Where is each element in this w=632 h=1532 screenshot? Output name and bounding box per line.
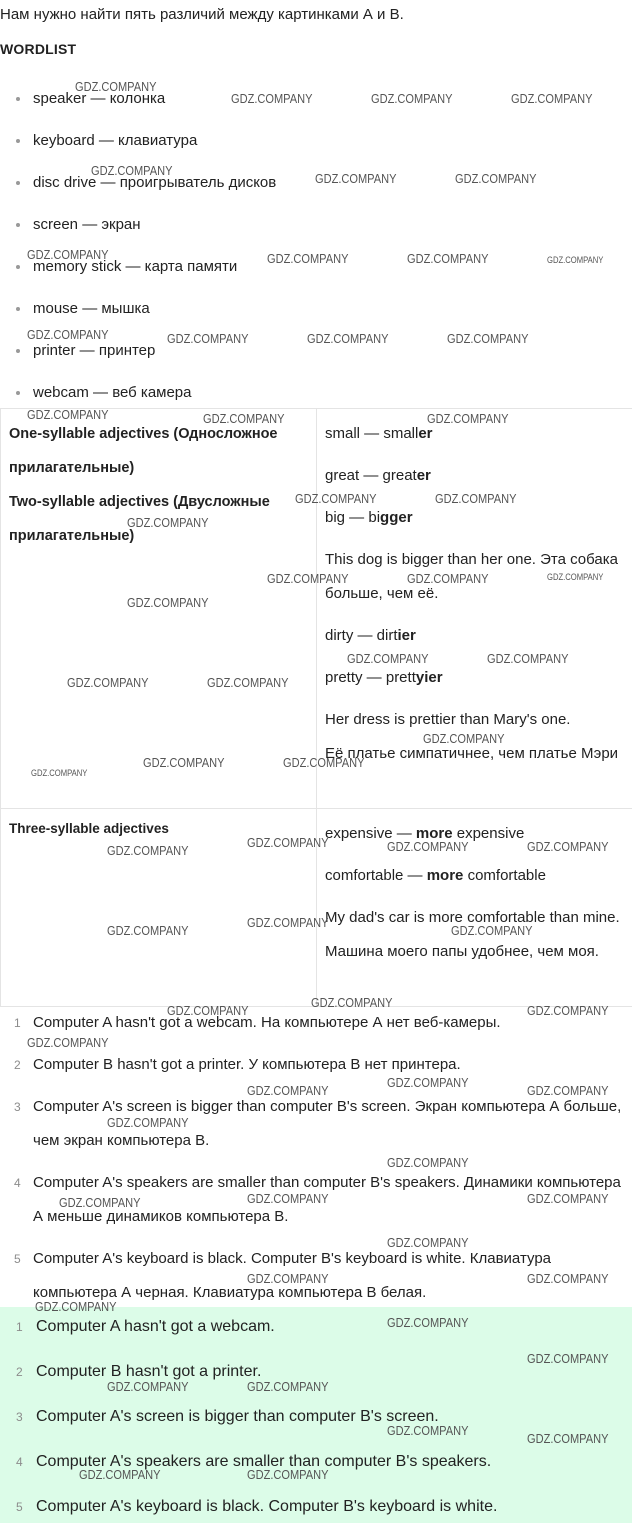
watermark: GDZ.COMPANY xyxy=(527,1271,608,1286)
watermark: GDZ.COMPANY xyxy=(127,595,208,610)
watermark: GDZ.COMPANY xyxy=(247,915,328,930)
watermark: GDZ.COMPANY xyxy=(247,1379,328,1394)
example-prettier-en: Her dress is prettier than Mary's one. xyxy=(325,703,625,737)
watermark: GDZ.COMPANY xyxy=(307,331,388,346)
watermark: GDZ.COMPANY xyxy=(27,327,108,342)
watermark: GDZ.COMPANY xyxy=(527,1191,608,1206)
rule-dirty: dirty — dirtier xyxy=(325,619,625,653)
watermark: GDZ.COMPANY xyxy=(527,839,608,854)
example-bigger: This dog is bigger than her one. Эта собака больше, чем её. xyxy=(325,543,625,611)
watermark: GDZ.COMPANY xyxy=(35,1299,116,1314)
watermark: GDZ.COMPANY xyxy=(407,571,488,586)
watermark: GDZ.COMPANY xyxy=(427,411,508,426)
watermark: GDZ.COMPANY xyxy=(423,731,504,746)
watermark: GDZ.COMPANY xyxy=(247,1191,328,1206)
watermark: GDZ.COMPANY xyxy=(451,923,532,938)
watermark: GDZ.COMPANY xyxy=(455,171,536,186)
watermark: GDZ.COMPANY xyxy=(387,1315,468,1330)
watermark: GDZ.COMPANY xyxy=(167,331,248,346)
watermark: GDZ.COMPANY xyxy=(107,1379,188,1394)
three-syllable-label: Three-syllable adjectives xyxy=(9,819,308,839)
rule-expensive: expensive — more expensive xyxy=(325,817,625,851)
table-cell xyxy=(317,409,632,809)
list-item: 1 Computer A hasn't got a webcam. xyxy=(0,1307,632,1352)
list-item: 2 Computer B hasn't got a printer. У компьютера В нет принтера. xyxy=(0,1048,632,1082)
list-item: speaker — колонка xyxy=(0,78,632,120)
watermark: GDZ.COMPANY xyxy=(91,163,172,178)
watermark: GDZ.COMPANY xyxy=(527,1431,608,1446)
watermark: GDZ.COMPANY xyxy=(407,251,488,266)
watermark: GDZ.COMPANY xyxy=(315,171,396,186)
rule-comfortable: comfortable — more comfortable xyxy=(325,859,625,893)
intro-text: Нам нужно найти пять различий между картинками А и В. xyxy=(0,4,404,26)
list-item: 4 Computer A's speakers are smaller than computer B's speakers. Динамики компьютера А меньше динамиков компьютера В. xyxy=(0,1166,632,1234)
list-item: memory stick — карта памяти xyxy=(0,246,632,288)
watermark: GDZ.COMPANY xyxy=(247,1467,328,1482)
watermark: GDZ.COMPANY xyxy=(67,675,148,690)
watermark: GDZ.COMPANY xyxy=(207,675,288,690)
list-item: 5 Computer A's keyboard is black. Computer B's keyboard is white. Клавиатура компьютера А черная. Клавиатура компьютера В белая. xyxy=(0,1242,632,1310)
watermark: GDZ.COMPANY xyxy=(247,1271,328,1286)
watermark: GDZ.COMPANY xyxy=(267,571,348,586)
watermark: GDZ.COMPANY xyxy=(387,1155,468,1170)
rule-small: small — smaller xyxy=(325,417,625,451)
watermark: GDZ.COMPANY xyxy=(231,91,312,106)
watermark: GDZ.COMPANY xyxy=(267,251,348,266)
watermark: GDZ.COMPANY xyxy=(511,91,592,106)
wordlist xyxy=(0,78,632,414)
watermark: GDZ.COMPANY xyxy=(247,1083,328,1098)
list-item: disc drive — проигрыватель дисков xyxy=(0,162,632,204)
rule-great: great — greater xyxy=(325,459,625,493)
watermark: GDZ.COMPANY xyxy=(547,255,603,265)
list-item: 4 Computer A's speakers are smaller than computer B's speakers. xyxy=(0,1442,632,1487)
watermark: GDZ.COMPANY xyxy=(387,1235,468,1250)
rule-pretty: pretty — prettyier xyxy=(325,661,625,695)
watermark: GDZ.COMPANY xyxy=(387,839,468,854)
watermark: GDZ.COMPANY xyxy=(31,768,87,778)
watermark: GDZ.COMPANY xyxy=(247,835,328,850)
watermark: GDZ.COMPANY xyxy=(527,1003,608,1018)
table-cell xyxy=(317,809,632,1007)
two-syllable-label: Two-syllable adjectives (Двусложные прилагательные) xyxy=(9,485,308,553)
watermark: GDZ.COMPANY xyxy=(127,515,208,530)
list-item: webcam — веб камера xyxy=(0,372,632,414)
watermark: GDZ.COMPANY xyxy=(447,331,528,346)
watermark: GDZ.COMPANY xyxy=(143,755,224,770)
watermark: GDZ.COMPANY xyxy=(527,1351,608,1366)
watermark: GDZ.COMPANY xyxy=(347,651,428,666)
list-item: printer — принтер xyxy=(0,330,632,372)
list-item: 3 Computer A's screen is bigger than computer B's screen. Экран компьютера А больше, чем экран компьютера В. xyxy=(0,1090,632,1158)
short-answers-list xyxy=(0,1307,632,1523)
grammar-table xyxy=(0,408,632,1007)
list-item: 3 Computer A's screen is bigger than computer B's screen. xyxy=(0,1397,632,1442)
watermark: GDZ.COMPANY xyxy=(27,1035,108,1050)
rule-big: big — bigger xyxy=(325,501,625,535)
watermark: GDZ.COMPANY xyxy=(27,407,108,422)
watermark: GDZ.COMPANY xyxy=(75,79,156,94)
table-cell xyxy=(1,409,317,809)
watermark: GDZ.COMPANY xyxy=(387,1423,468,1438)
watermark: GDZ.COMPANY xyxy=(311,995,392,1010)
answers-list xyxy=(0,1006,632,1310)
watermark: GDZ.COMPANY xyxy=(107,1115,188,1130)
watermark: GDZ.COMPANY xyxy=(203,411,284,426)
list-item: keyboard — клавиатура xyxy=(0,120,632,162)
watermark: GDZ.COMPANY xyxy=(59,1195,140,1210)
example-prettier-ru: Её платье симпатичнее, чем платье Мэри xyxy=(325,737,625,771)
watermark: GDZ.COMPANY xyxy=(295,491,376,506)
watermark: GDZ.COMPANY xyxy=(79,1467,160,1482)
one-syllable-label: One-syllable adjectives (Односложное прилагательные) xyxy=(9,417,308,485)
watermark: GDZ.COMPANY xyxy=(387,1075,468,1090)
table-row xyxy=(1,409,632,809)
table-row xyxy=(1,809,632,1007)
wordlist-title: WORDLIST xyxy=(0,39,76,59)
list-item: 2 Computer B hasn't got a printer. xyxy=(0,1352,632,1397)
list-item: 5 Computer A's keyboard is black. Computer B's keyboard is white. xyxy=(0,1487,632,1532)
watermark: GDZ.COMPANY xyxy=(107,923,188,938)
watermark: GDZ.COMPANY xyxy=(107,843,188,858)
watermark: GDZ.COMPANY xyxy=(283,755,364,770)
list-item: mouse — мышка xyxy=(0,288,632,330)
watermark: GDZ.COMPANY xyxy=(527,1083,608,1098)
watermark: GDZ.COMPANY xyxy=(371,91,452,106)
watermark: GDZ.COMPANY xyxy=(487,651,568,666)
watermark: GDZ.COMPANY xyxy=(27,247,108,262)
table-cell xyxy=(1,809,317,1007)
list-item: 1 Computer A hasn't got a webcam. На компьютере А нет веб-камеры. xyxy=(0,1006,632,1040)
example-comfortable: My dad's car is more comfortable than mine. Машина моего папы удобнее, чем моя. xyxy=(325,901,625,969)
watermark: GDZ.COMPANY xyxy=(435,491,516,506)
watermark: GDZ.COMPANY xyxy=(167,1003,248,1018)
watermark: GDZ.COMPANY xyxy=(547,572,603,582)
list-item: screen — экран xyxy=(0,204,632,246)
